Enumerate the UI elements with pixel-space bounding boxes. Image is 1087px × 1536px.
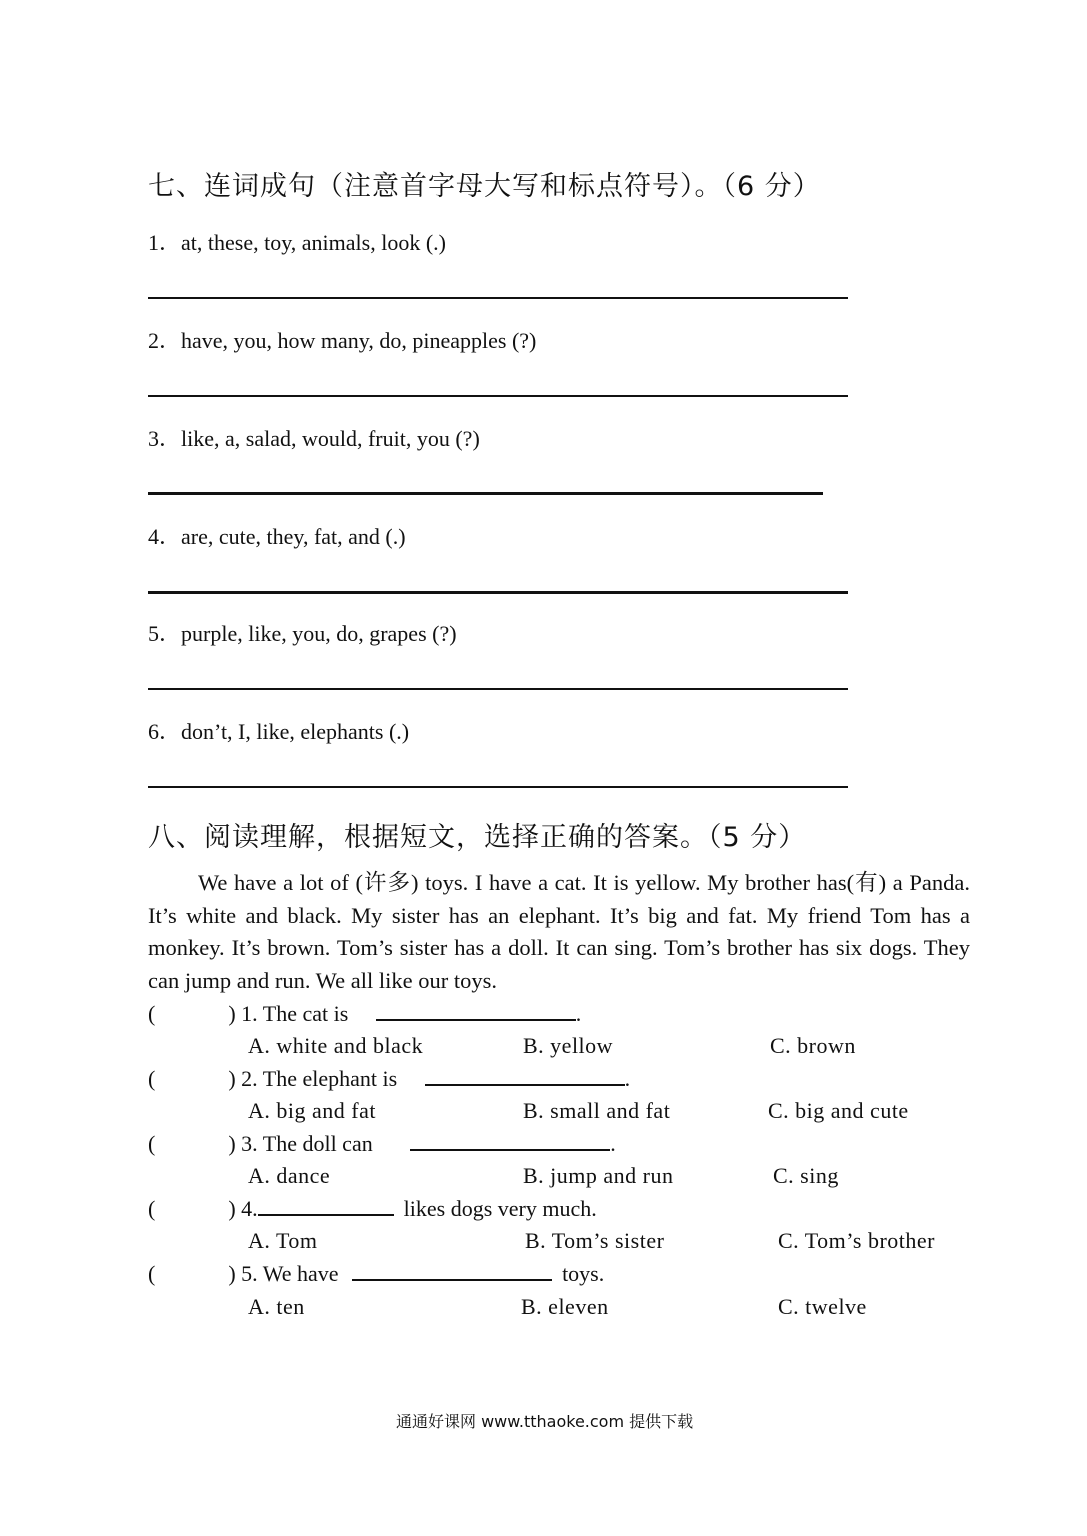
answer-line-5[interactable]	[148, 688, 848, 690]
sentence-item-3	[148, 422, 480, 453]
answer-paren-close: )	[228, 1196, 236, 1221]
item-words: at, these, toy, animals, look (.)	[181, 230, 446, 255]
question-stem-end: .	[610, 1131, 616, 1156]
answer-line-1[interactable]	[148, 297, 848, 299]
sentence-item-1	[148, 226, 446, 257]
item-number: 3．	[148, 426, 182, 451]
item-words: like, a, salad, would, fruit, you (?)	[181, 426, 480, 451]
question-3	[148, 1131, 616, 1157]
answer-paren-close: )	[228, 1066, 236, 1091]
answer-paren-open: (	[148, 1131, 156, 1156]
page-footer: 通通好课网 www.tthaoke.com 提供下载	[396, 1412, 694, 1431]
item-words: don’t, I, like, elephants (.)	[181, 719, 410, 744]
question-stem: 3. The doll can	[241, 1131, 373, 1156]
passage-text: We have a lot of (许多) toys. I have a cat. It is yellow. My brother has(有) a Panda. It’s white and black. My sister has an elephant. It’s big and fat. My friend Tom has a monkey. It’s brown. Tom’s sister has a doll. It can sing. Tom’s brother has six dogs. They can jump and run. We all like our toys.	[148, 870, 970, 993]
option-c[interactable]: C. twelve	[778, 1294, 867, 1319]
question-stem-end: .	[575, 1001, 582, 1026]
item-words: purple, like, you, do, grapes (?)	[181, 621, 457, 646]
question-5	[148, 1261, 604, 1287]
option-a[interactable]: A. Tom	[248, 1228, 318, 1253]
option-c[interactable]: C. Tom’s brother	[778, 1228, 935, 1253]
answer-line-2[interactable]	[148, 395, 848, 397]
option-c[interactable]: C. brown	[770, 1033, 856, 1058]
question-stem: 1. The cat is	[241, 1001, 349, 1026]
question-4	[148, 1196, 597, 1222]
reading-passage	[148, 867, 970, 997]
question-stem: 4.	[241, 1196, 258, 1221]
option-c[interactable]: C. big and cute	[768, 1098, 909, 1123]
item-number: 4．	[148, 524, 182, 549]
item-number: 1．	[148, 230, 182, 255]
item-number: 5．	[148, 621, 182, 646]
item-number: 6．	[148, 719, 182, 744]
question-stem: 5. We have	[241, 1261, 339, 1286]
answer-paren-close: )	[228, 1131, 236, 1156]
sentence-item-5	[148, 617, 457, 648]
sentence-item-6	[148, 715, 409, 746]
section-8-title: 八、阅读理解，根据短文，选择正确的答案。（5 分）	[148, 822, 807, 853]
answer-paren-open: (	[148, 1261, 156, 1286]
option-a[interactable]: A. ten	[248, 1294, 305, 1319]
option-c[interactable]: C. sing	[773, 1163, 839, 1188]
question-stem-end: likes dogs very much.	[403, 1196, 597, 1221]
sentence-item-2	[148, 324, 536, 355]
option-b[interactable]: B. Tom’s sister	[525, 1228, 665, 1253]
answer-line-6[interactable]	[148, 786, 848, 788]
answer-line-3[interactable]	[148, 492, 823, 495]
option-a[interactable]: A. white and black	[248, 1033, 424, 1058]
option-b[interactable]: B. small and fat	[523, 1098, 671, 1123]
item-words: are, cute, they, fat, and (.)	[181, 524, 406, 549]
question-stem-end: toys.	[562, 1261, 605, 1286]
answer-line-4[interactable]	[148, 591, 848, 594]
option-b[interactable]: B. eleven	[521, 1294, 609, 1319]
answer-paren-close: )	[228, 1261, 236, 1286]
fill-blank[interactable]	[410, 1131, 610, 1151]
question-1	[148, 1001, 581, 1027]
option-b[interactable]: B. yellow	[523, 1033, 614, 1058]
fill-blank[interactable]	[258, 1196, 394, 1216]
fill-blank[interactable]	[376, 1001, 576, 1021]
option-a[interactable]: A. big and fat	[248, 1098, 376, 1123]
option-a[interactable]: A. dance	[248, 1163, 331, 1188]
question-2	[148, 1066, 630, 1092]
section-7-title: 七、连词成句（注意首字母大写和标点符号）。（6 分）	[148, 171, 821, 202]
question-stem-end: .	[624, 1066, 631, 1091]
item-words: have, you, how many, do, pineapples (?)	[181, 328, 537, 353]
answer-paren-open: (	[148, 1066, 156, 1091]
option-b[interactable]: B. jump and run	[523, 1163, 674, 1188]
answer-paren-close: )	[228, 1001, 236, 1026]
answer-paren-open: (	[148, 1196, 156, 1221]
item-number: 2．	[148, 328, 182, 353]
fill-blank[interactable]	[352, 1261, 552, 1281]
sentence-item-4	[148, 520, 406, 551]
answer-paren-open: (	[148, 1001, 156, 1026]
fill-blank[interactable]	[425, 1066, 625, 1086]
question-stem: 2. The elephant is	[241, 1066, 398, 1091]
